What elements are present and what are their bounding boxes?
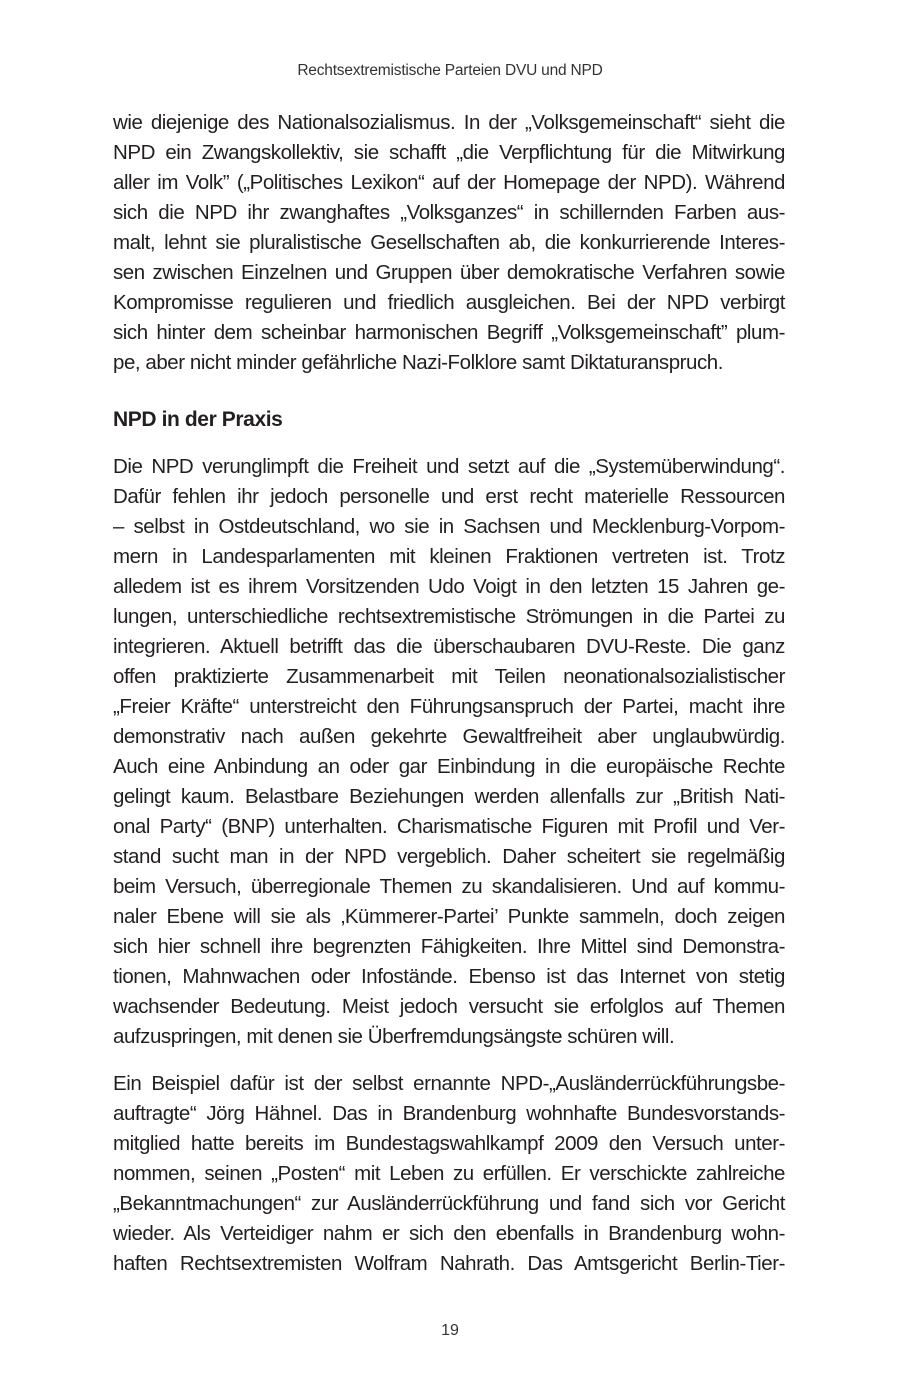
paragraph-3 [113, 1069, 785, 1279]
text-line: sich die NPD ihr zwanghaftes „Volksganzes“ in schillernden Farben aus- [113, 201, 785, 224]
text-line: Kompromisse regulieren und friedlich ausgleichen. Bei der NPD verbirgt [113, 291, 785, 314]
text-line: NPD ein Zwangskollektiv, sie schafft „die Verpflichtung für die Mitwirkung [113, 141, 785, 164]
text-line: Die NPD verunglimpft die Freiheit und setzt auf die „Systemüberwindung“. [113, 455, 785, 478]
text-line: Ein Beispiel dafür ist der selbst ernannte NPD-„Ausländerrückführungsbe- [113, 1072, 785, 1095]
text-line: nommen, seinen „Posten“ mit Leben zu erfüllen. Er verschickte zahlreiche [113, 1162, 785, 1185]
text-line: wachsender Bedeutung. Meist jedoch versucht sie erfolglos auf Themen [113, 995, 785, 1018]
text-line: „Bekanntmachungen“ zur Ausländerrückführung und fand sich vor Gericht [113, 1192, 785, 1215]
text-line: integrieren. Aktuell betrifft das die überschaubaren DVU-Reste. Die ganz [113, 635, 785, 658]
running-head: Rechtsextremistische Parteien DVU und NPD [297, 62, 603, 79]
text-line: haften Rechtsextremisten Wolfram Nahrath. Das Amtsgericht Berlin-Tier- [113, 1252, 785, 1275]
text-line: tionen, Mahnwachen oder Infostände. Ebenso ist das Internet von stetig [113, 965, 785, 988]
text-line: auftragte“ Jörg Hähnel. Das in Brandenburg wohnhafte Bundesvorstands- [113, 1102, 785, 1125]
text-line: aufzuspringen, mit denen sie Überfremdungsängste schüren will. [113, 1025, 675, 1048]
text-line: wie diejenige des Nationalsozialismus. In der „Volksgemeinschaft“ sieht die [113, 111, 785, 134]
text-line: mern in Landesparlamenten mit kleinen Fraktionen vertreten ist. Trotz [113, 545, 785, 568]
text-line: alledem ist es ihrem Vorsitzenden Udo Voigt in den letzten 15 Jahren ge- [113, 575, 785, 598]
text-line: beim Versuch, überregionale Themen zu skandalisieren. Und auf kommu- [113, 875, 785, 898]
text-line: Auch eine Anbindung an oder gar Einbindung in die europäische Rechte [113, 755, 785, 778]
text-line: sich hinter dem scheinbar harmonischen Begriff „Volksgemeinschaft” plum- [113, 321, 785, 344]
text-line: – selbst in Ostdeutschland, wo sie in Sachsen und Mecklenburg-Vorpom- [113, 515, 785, 538]
text-line: wieder. Als Verteidiger nahm er sich den ebenfalls in Brandenburg wohn- [113, 1222, 785, 1245]
text-line: demonstrativ nach außen gekehrte Gewaltfreiheit aber unglaubwürdig. [113, 725, 785, 748]
text-line: sich hier schnell ihre begrenzten Fähigkeiten. Ihre Mittel sind Demonstra- [113, 935, 785, 958]
page-number: 19 [441, 1322, 459, 1339]
text-line: onal Party“ (BNP) unterhalten. Charismatische Figuren mit Profil und Ver- [113, 815, 785, 838]
text-line: gelingt kaum. Belastbare Beziehungen werden allenfalls zur „British Nati- [113, 785, 785, 808]
text-line: offen praktizierte Zusammenarbeit mit Teilen neonationalsozialistischer [113, 665, 785, 688]
text-line: malt, lehnt sie pluralistische Gesellschaften ab, die konkurrierende Interes- [113, 231, 785, 254]
paragraph-2 [113, 452, 785, 1052]
text-line: pe, aber nicht minder gefährliche Nazi-Folklore samt Diktaturanspruch. [113, 351, 723, 374]
text-line: naler Ebene will sie als ‚Kümmerer-Partei’ Punkte sammeln, doch zeigen [113, 905, 785, 928]
text-line: mitglied hatte bereits im Bundestagswahlkampf 2009 den Versuch unter- [113, 1132, 785, 1155]
text-line: „Freier Kräfte“ unterstreicht den Führungsanspruch der Partei, macht ihre [113, 695, 785, 718]
text-line: aller im Volk” („Politisches Lexikon“ auf der Homepage der NPD). Während [113, 171, 785, 194]
text-line: Dafür fehlen ihr jedoch personelle und erst recht materielle Ressourcen [113, 485, 785, 508]
text-line: stand sucht man in der NPD vergeblich. Daher scheitert sie regelmäßig [113, 845, 785, 868]
text-line: sen zwischen Einzelnen und Gruppen über demokratische Verfahren sowie [113, 261, 785, 284]
paragraph-1 [113, 108, 785, 378]
section-heading: NPD in der Praxis [113, 408, 283, 431]
text-line: lungen, unterschiedliche rechtsextremistische Strömungen in die Partei zu [113, 605, 785, 628]
